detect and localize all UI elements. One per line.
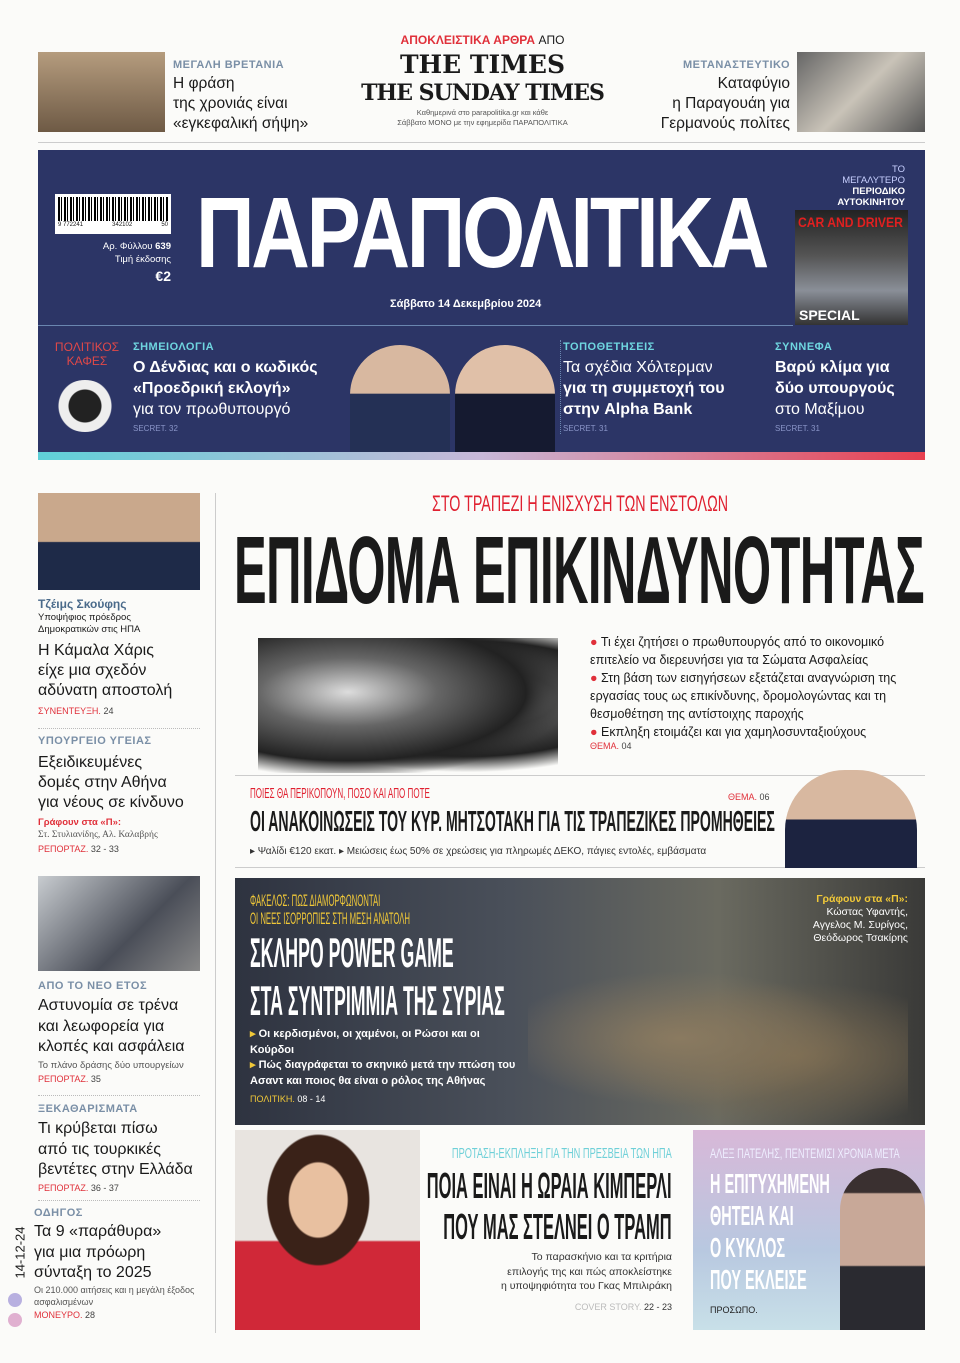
ref-page: 06	[759, 792, 770, 802]
dendias-photo	[350, 345, 450, 452]
line: στο Μαξίμου	[775, 401, 865, 418]
line: Το παρασκήνιο και τα κριτήρια	[531, 1251, 672, 1263]
from-label: ΑΠΟ	[538, 33, 565, 47]
riot-police-photo	[258, 638, 558, 773]
ref-page: 04	[621, 741, 632, 751]
ref-label: ΘΕΜΑ.	[590, 741, 620, 751]
line: της χρονιάς είναι	[173, 95, 288, 112]
kicker: ΜΕΓΑΛΗ ΒΡΕΤΑΝΙΑ	[173, 59, 285, 71]
ref-page: 35	[90, 1073, 101, 1084]
line: Η φράση	[173, 75, 235, 92]
writer: Κώστας Υφαντής,	[826, 906, 908, 918]
ref-page: 32 - 33	[90, 844, 119, 854]
writers: Στ. Στυλιανίδης, Αλ. Καλαβρής	[38, 830, 158, 840]
issue-date: Σάββατο 14 Δεκεμβρίου 2024	[390, 298, 542, 310]
station-photo	[797, 52, 925, 132]
bullet: ▸ Οι κερδισμένοι, οι χαμένοι, οι Ρώσοι και οι Κούρδοι	[250, 1028, 480, 1056]
bullet: ● Εκπληξη ετοιμάζει και για χαμηλοσυνταξιούχους	[590, 723, 928, 741]
exclusive-label: ΑΠΟΚΛΕΙΣΤΙΚΑ ΑΡΘΡΑ	[400, 33, 536, 47]
syria-writers	[770, 893, 908, 945]
ref-label: ΣΥΝΕΝΤΕΥΞΗ.	[38, 706, 101, 716]
person-name: Τζέιμς Σκούφης	[38, 597, 127, 611]
banks-kicker: ΠΟΙΕΣ ΘΑ ΠΕΡΙΚΟΠΟΥΝ, ΠΟΣΟ ΚΑΙ ΑΠΟ ΠΟΤΕ	[250, 785, 430, 802]
line: επιλογής της και πώς αποκλείστηκε	[507, 1265, 672, 1278]
kicker: ΣΥΝΝΕΦΑ	[775, 341, 833, 353]
headline: Η ΕΠΙΤΥΧΗΜΕΝΗ	[710, 1168, 830, 1199]
ref-label: MONEYΡΟ.	[34, 1309, 83, 1320]
banks-ref	[728, 792, 770, 803]
syria-text	[250, 892, 520, 1105]
masthead-divider	[38, 325, 793, 326]
sidebar-story-health[interactable]	[38, 734, 213, 855]
line: Βαρύ κλίμα για	[775, 359, 890, 376]
line: δομές στην Αθήνα	[38, 774, 167, 791]
kicker: ΞΕΚΑΘΑΡΙΣΜΑΤΑ	[38, 1103, 138, 1115]
price: €2	[155, 268, 171, 284]
line: Αστυνομία σε τρένα	[38, 997, 179, 1014]
issue-number: 639	[155, 241, 171, 252]
color-dot	[8, 1293, 22, 1307]
line: κλοπές και ασφάλεια	[38, 1038, 185, 1055]
headline: ΘΗΤΕΙΑ ΚΑΙ	[710, 1200, 794, 1231]
ref-label: ΡΕΠΟΡΤΑΖ.	[38, 1073, 89, 1084]
masthead-gradient-bar	[38, 452, 925, 460]
writer: Θεόδωρος Τσακίρης	[813, 932, 908, 944]
subtitle: Οι 210.000 αιτήσεις και η μεγάλη έξοδος ασφαλισμένων	[34, 1284, 195, 1307]
newspaper-title[interactable]: ΠΑΡΑΠΟΛΙΤΙΚΑ	[196, 177, 767, 289]
line: και λεωφορεία για	[38, 1017, 165, 1035]
ref-label: ΘΕΜΑ.	[728, 792, 758, 802]
ref-page: 28	[85, 1309, 96, 1320]
kicker: ΤΟΠΟΘΕΤΗΣΕΙΣ	[563, 341, 655, 353]
fighters-photo	[528, 952, 908, 1125]
line: για νέους σε κίνδυνο	[38, 794, 184, 811]
ref-label: ΠΟΛΙΤΙΚΗ.	[250, 1094, 295, 1104]
banks-headline: ΟΙ ΑΝΑΚΟΙΝΩΣΕΙΣ ΤΟΥ ΚΥΡ. ΜΗΤΣΟΤΑΚΗ ΓΙΑ ΤΙΣ ΤΡΑΠΕΖΙΚΕΣ ΠΡΟΜΗΘΕΙΕΣ	[250, 806, 775, 838]
coffee-cup-icon	[55, 380, 115, 432]
pateles-text	[710, 1168, 942, 1296]
ref-page: 08 - 14	[297, 1094, 326, 1104]
line: αδύνατη αποστολή	[38, 682, 173, 699]
ref-label: COVER STORY.	[574, 1301, 642, 1312]
political-cafe-label: ΠΟΛΙΤΙΚΟΣ ΚΑΦΕΣ	[54, 340, 120, 368]
line: βεντέτες στην Ελλάδα	[38, 1161, 193, 1178]
magazine-special: SPECIAL	[799, 307, 860, 323]
line: Ο Δένδιας και ο κωδικός	[133, 359, 318, 376]
times-note: Καθημερινά στο parapolitika.gr και κάθε	[416, 108, 549, 117]
train-photo	[38, 876, 200, 971]
line: Καταφύγιο	[717, 75, 790, 92]
top-left-teaser[interactable]	[173, 58, 338, 134]
skoufis-photo	[38, 493, 200, 590]
sidebar-story-skoufis[interactable]	[38, 597, 213, 717]
line: Η Κάμαλα Χάρις	[38, 642, 154, 659]
ref-page: 24	[103, 706, 114, 716]
line: Τα σχέδια Χόλτερμαν	[563, 359, 713, 376]
kicker: ΣΗΜΕΙΟΛΟΓΙΑ	[133, 341, 215, 353]
line: στην Alpha Bank	[563, 401, 693, 418]
line: «Προεδρική εκλογή»	[133, 380, 291, 397]
bullet: ● Στη βάση των εισηγήσεων εξετάζεται αναγνώριση της εργασίας τους ως επικίνδυνης, δρομολογώντας και τη θεσμοθέτηση της αντίστοιχης παροχής	[590, 669, 928, 723]
divider	[38, 1095, 200, 1096]
sunday-times-logo: THE SUNDAY TIMES	[361, 80, 604, 106]
sidebar-story-police[interactable]	[38, 979, 213, 1085]
banks-subtitle: ▸ Ψαλίδι €120 εκατ. ▸ Μειώσεις έως 50% σε χρεώσεις για πληρωμές ΔΕΚΟ, πάγιες εντολές, εμβάσματα	[250, 846, 707, 857]
line: για τον πρωθυπουργό	[133, 401, 291, 418]
magazine-title: CAR AND DRIVER	[798, 214, 903, 230]
bullet: ▸ Πώς διαγράφεται το σκηνικό μετά την πτώση του Ασαντ και ποιος θα είναι ο ρόλος της Αθήνας	[250, 1059, 516, 1087]
kicker: ΟΔΗΓΟΣ	[34, 1207, 83, 1219]
headline: ΠΟΙΑ ΕΙΝΑΙ Η ΩΡΑΙΑ ΚΙΜΠΕΡΛΙ	[427, 1165, 672, 1206]
pateles-ref: ΠΡΟΣΩΠΟ.	[710, 1305, 758, 1315]
line: η Παραγουάη για	[672, 95, 790, 112]
ref: SECRET. 31	[563, 424, 608, 433]
holterman-photo	[455, 345, 555, 452]
ref: SECRET. 32	[133, 424, 178, 433]
line: για μια πρόωρη	[34, 1243, 146, 1261]
headline: ΠΟΥ ΕΚΛΕΙΣΕ	[710, 1264, 807, 1295]
kicker: ΟΙ ΝΕΕΣ ΙΣΟΡΡΟΠΙΕΣ ΣΤΗ ΜΕΣΗ ΑΝΑΤΟΛΗ	[250, 909, 411, 928]
price-label: Τιμή έκδοσης	[114, 254, 171, 265]
color-dot	[8, 1313, 22, 1327]
writers-label: Γράφουν στα «Π»:	[816, 893, 908, 905]
lead-headline[interactable]: ΕΠΙΔΟΜΑ ΕΠΙΚΙΝΔΥΝΟΤΗΤΑΣ	[234, 517, 925, 624]
line: για τη συμμετοχή του	[563, 380, 725, 397]
headline: ΣΚΛΗΡΟ POWER GAME	[250, 929, 454, 976]
headline: ΠΟΥ ΜΑΣ ΣΤΕΛΝΕΙ Ο ΤΡΑΜΠ	[443, 1206, 672, 1247]
line: σύνταξη το 2025	[34, 1264, 152, 1281]
ref-label: ΡΕΠΟΡΤΑΖ.	[38, 844, 89, 854]
writers-label: Γράφουν στα «Π»:	[38, 817, 122, 828]
times-logo: THE TIMES	[399, 50, 566, 79]
top-divider	[38, 142, 925, 143]
story-holterman[interactable]	[560, 340, 750, 434]
ref-page: 36 - 37	[90, 1182, 119, 1193]
issue-label: Αρ. Φύλλου	[102, 241, 153, 252]
line: είχε μια σχεδόν	[38, 662, 147, 679]
writer: Αγγελος Μ. Συρίγος,	[812, 919, 908, 931]
times-promo[interactable]	[345, 33, 620, 128]
line: η υποψηφιότητα του Γκας Μπιλιράκη	[500, 1280, 672, 1292]
spine-date: 14-12-24	[12, 1226, 28, 1279]
times-note: Σάββατο ΜΟΝΟ με την εφημερίδα ΠΑΡΑΠΟΛΙΤΙΚΑ	[397, 118, 568, 127]
headline: ΣΤΑ ΣΥΝΤΡΙΜΜΙΑ ΤΗΣ ΣΥΡΙΑΣ	[250, 977, 505, 1024]
ref: SECRET. 31	[775, 424, 820, 433]
kicker: ΦΑΚΕΛΟΣ: ΠΩΣ ΔΙΑΜΟΡΦΩΝΟΝΤΑΙ	[250, 891, 381, 910]
barcode-right: 342102	[112, 222, 133, 228]
story-maximou[interactable]	[775, 340, 920, 434]
barcode	[55, 194, 171, 234]
lead-bullets	[590, 633, 928, 752]
person-role: Υποψήφιος πρόεδρος Δημοκρατικών στις ΗΠΑ	[38, 612, 141, 635]
kicker: ΠΡΟΤΑΣΗ-ΕΚΠΛΗΞΗ ΓΙΑ ΤΗΝ ΠΡΕΣΒΕΙΑ ΤΩΝ ΗΠΑ	[452, 1145, 672, 1162]
story-dendias[interactable]	[133, 340, 345, 434]
bullet: ● Τι έχει ζητήσει ο πρωθυπουργός από το οικονομικό επιτελείο να διερευνήσει για τα Σώματα Ασφαλείας	[590, 633, 928, 669]
subtitle: Το πλάνο δράσης δύο υπουργείων	[38, 1059, 184, 1071]
issue-info	[60, 240, 171, 286]
line: δύο υπουργούς	[775, 380, 895, 397]
lead-kicker: ΣΤΟ ΤΡΑΠΕΖΙ Η ΕΝΙΣΧΥΣΗ ΤΩΝ ΕΝΣΤΟΛΩΝ	[432, 491, 729, 516]
headline: Ο ΚΥΚΛΟΣ	[710, 1232, 786, 1263]
line: Τα 9 «παράθυρα»	[34, 1223, 162, 1240]
line: Γερμανούς πολίτες	[660, 115, 790, 132]
top-right-teaser[interactable]	[630, 58, 790, 134]
kicker: ΑΛΕΞ ΠΑΤΕΛΗΣ, ΠΕΝΤΕΜΙΣΙ ΧΡΟΝΙΑ ΜΕΤΑ	[710, 1145, 900, 1161]
barcode-left: 9 772241	[58, 222, 84, 228]
line: από τις τουρκικές	[38, 1140, 161, 1158]
barcode-issue: 50	[161, 222, 168, 228]
promo-line: ΤΟ	[891, 164, 905, 175]
promo-text	[800, 164, 905, 208]
promo-line: ΑΥΤΟΚΙΝΗΤΟΥ	[837, 197, 905, 208]
kicker: ΥΠΟΥΡΓΕΙΟ ΥΓΕΙΑΣ	[38, 735, 152, 747]
line: «εγκεφαλική σήψη»	[173, 115, 309, 132]
divider	[38, 728, 200, 729]
ref-page: 22 - 23	[643, 1301, 672, 1312]
promo-line: ΜΕΓΑΛΥΤΕΡΟ	[842, 175, 905, 186]
kicker: ΑΠΟ ΤΟ ΝΕΟ ΕΤΟΣ	[38, 980, 148, 992]
line: Τι κρύβεται πίσω	[38, 1120, 158, 1137]
ref-label: ΡΕΠΟΡΤΑΖ.	[38, 1182, 89, 1193]
line: Εξειδικευμένες	[38, 754, 143, 771]
uk-building-photo	[38, 52, 165, 132]
promo-line: ΠΕΡΙΟΔΙΚΟ	[852, 186, 905, 197]
kicker: ΜΕΤΑΝΑΣΤΕΥΤΙΚΟ	[683, 59, 790, 71]
